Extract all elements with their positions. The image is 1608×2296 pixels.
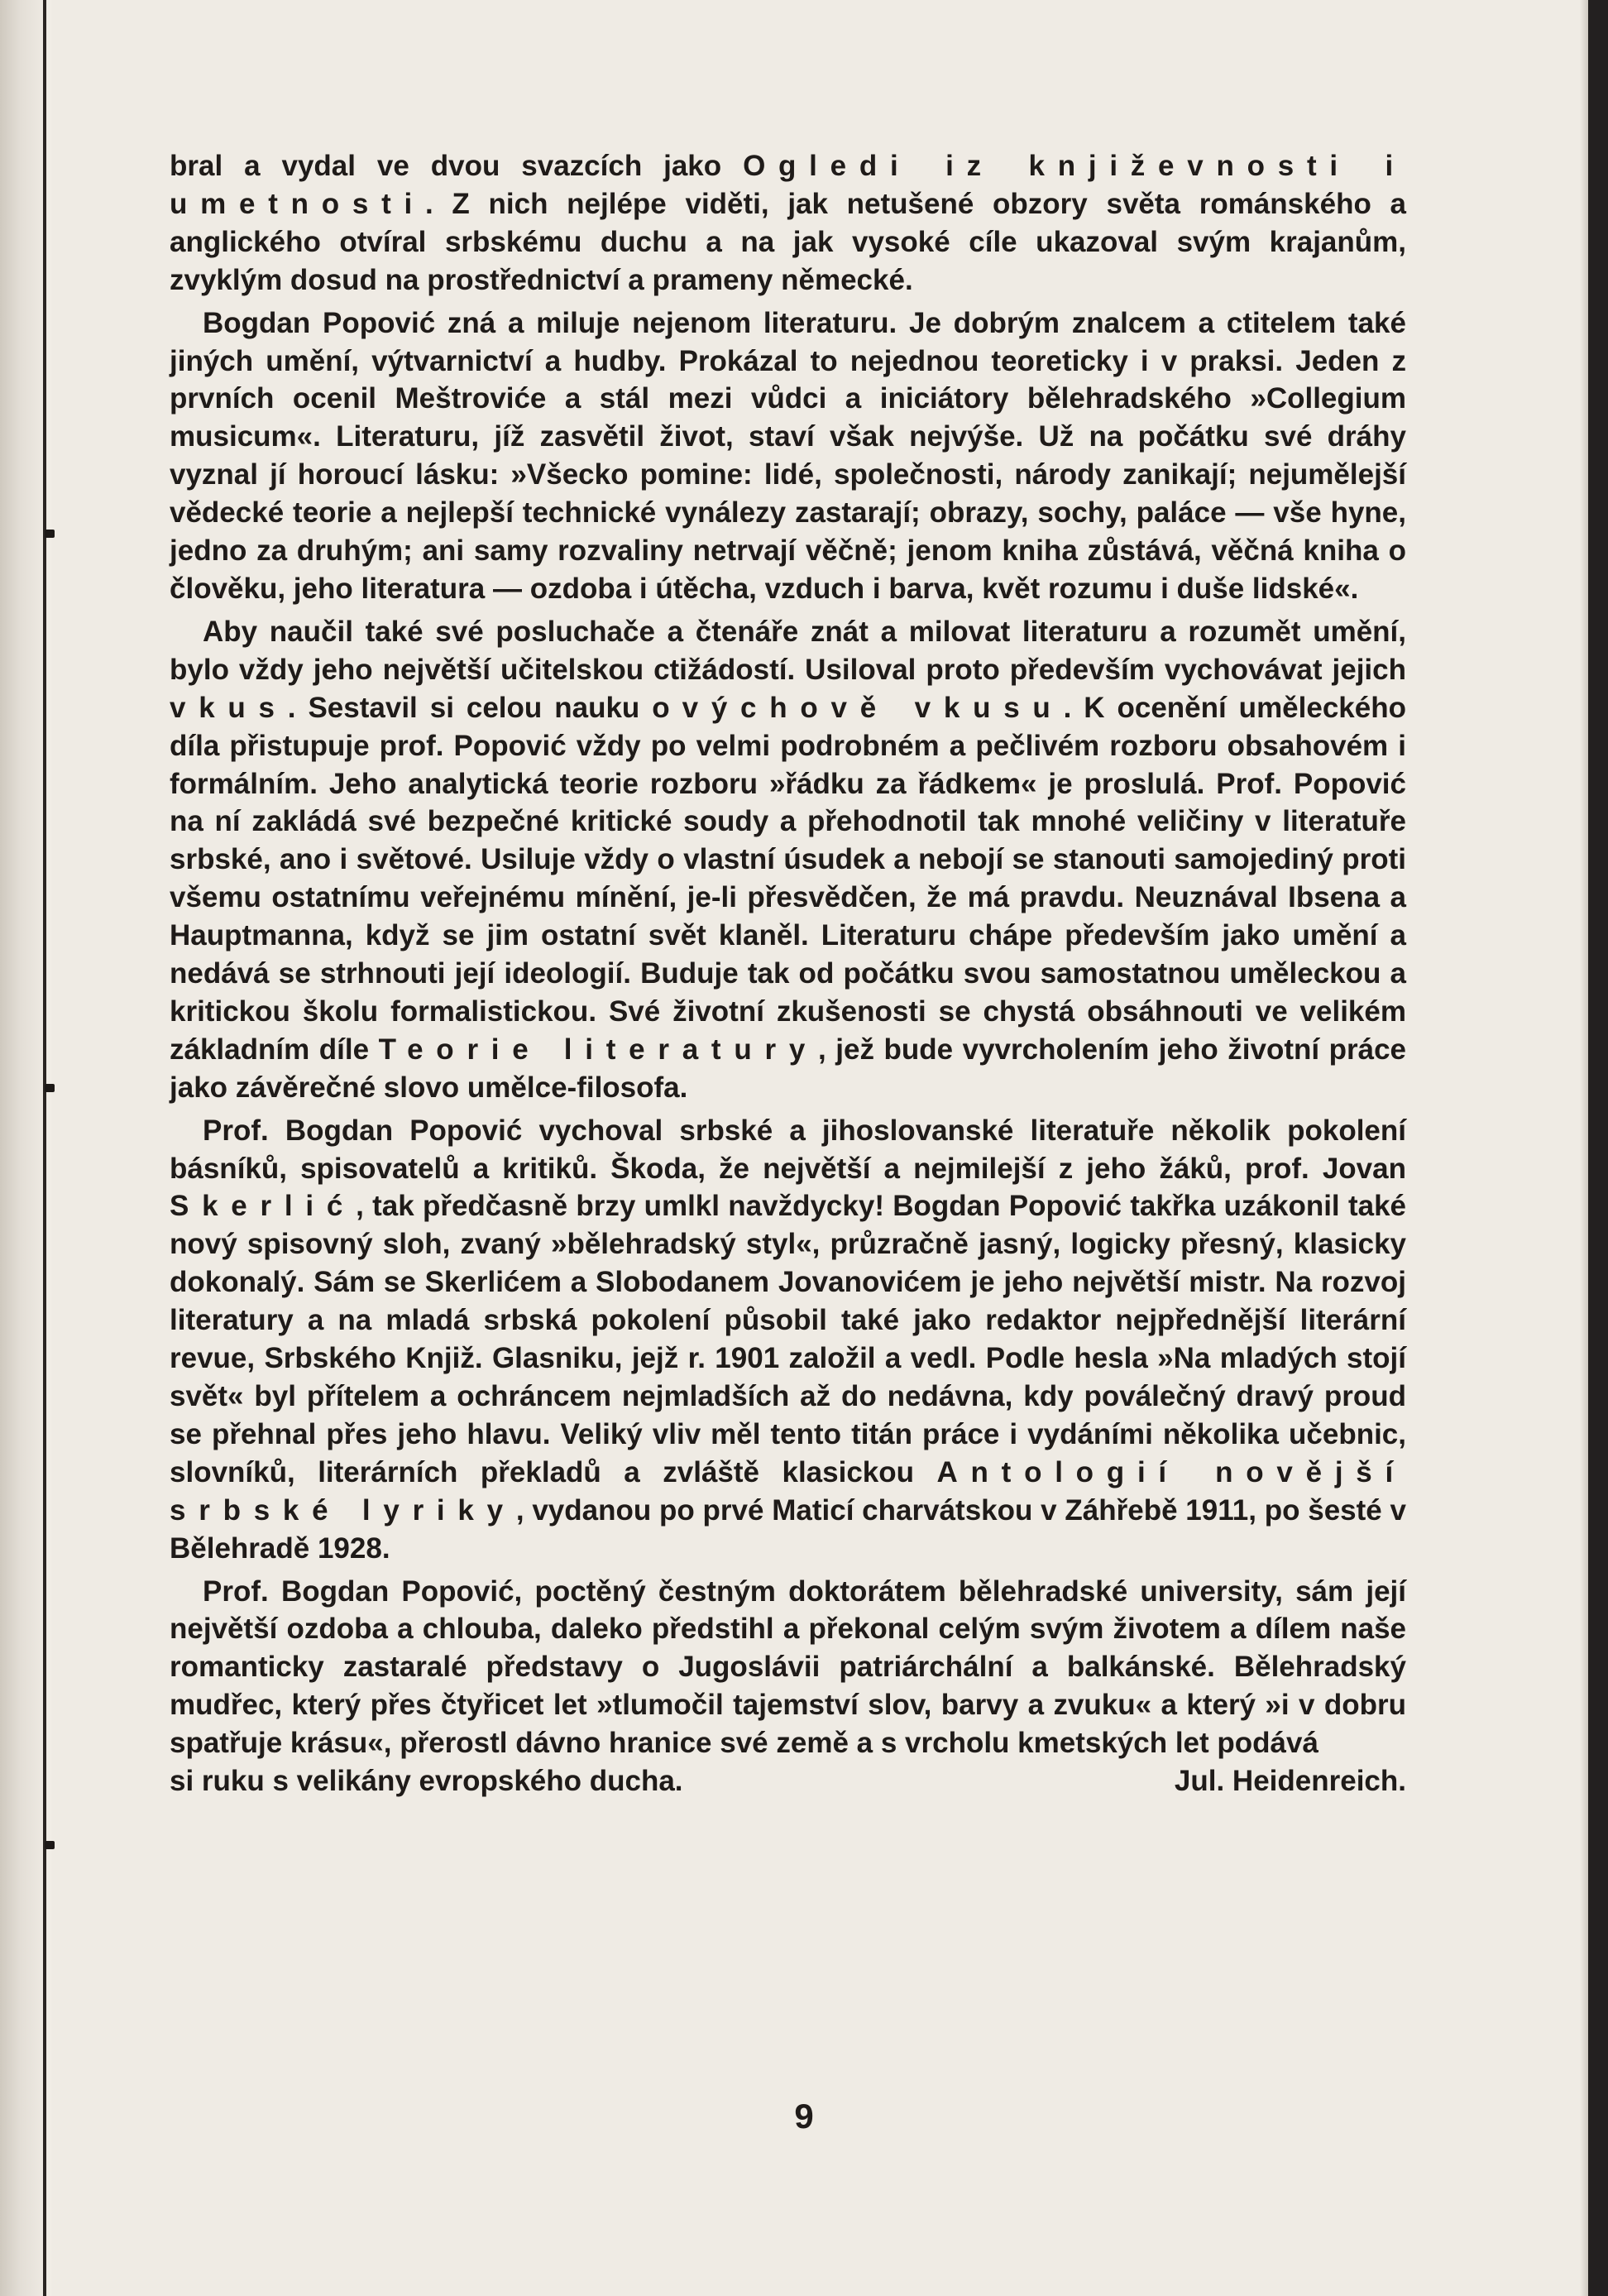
paragraph-1 — [170, 147, 1406, 300]
paragraph-3 — [170, 613, 1406, 1107]
page-edge — [1588, 0, 1608, 2296]
text-run: , tak předčasně brzy umlkl navždycky! Bogdan Popović takřka uzákonil také nový spisovný sloh, zvaný »bělehradský styl«, průzračně jasný, logicky přesný, klasicky dokonalý. Sám se Skerlićem a Slobodanem Jovanovićem je jeho největší mistr. Na rozvoj literatury a na mladá srbská pokolení působil také jako redaktor nejpřednější literární revue, Srbského Knjiž. Glasniku, jejž r. 1901 založil a vedl. Podle hesla »Na mladých stojí svět« byl přítelem a ochráncem nejmladších až do nedávna, kdy poválečný dravý proud se přehnal přes jeho hlavu. Veliký vliv měl tento titán práce i vydáními několika učebnic, slovníků, literárních překladů a zvláště klasickou — [170, 1190, 1406, 1488]
closing-line — [170, 1762, 1406, 1800]
page-edge-shadow — [1580, 0, 1588, 2296]
binding-mark — [45, 1841, 55, 1849]
text-run: . Sestavil si celou nauku o — [287, 691, 682, 724]
text-run: Prof. Bogdan Popović vychoval srbské a jihoslovanské literatuře několik pokolení básníků, spisovatelů a kritiků. Škoda, že největší a nejmilejší z jeho žáků, prof. Jovan — [170, 1114, 1406, 1185]
spaced-name: Skerlić — [170, 1190, 357, 1223]
text-run: . Z nich nejlépe viděti, jak netušené obzory světa románského a anglického otvíral srbskému duchu a na jak vysoké cíle ukazoval svým krajanům, zvyklým dosud na prostřednictví a prameny německé. — [170, 187, 1406, 296]
binding-mark — [45, 530, 55, 538]
text-run: bral a vydal ve dvou svazcích jako — [170, 150, 744, 182]
spaced-title: Antologií novější srbské lyriky — [170, 1455, 1406, 1527]
binding-edge — [43, 0, 46, 2296]
text-run: , jež bude vyvrcholením jeho životní práce jako závěrečné slovo umělce-filosofa. — [170, 1033, 1406, 1104]
spaced-term: výchově vkusu — [682, 691, 1064, 724]
spaced-title: Ogledi iz književnosti i umetnosti — [170, 150, 1406, 220]
paragraph-5: Prof. Bogdan Popović, poctěný čestným doktorátem bělehradské university, sám její největší ozdoba a chlouba, daleko předstihl a překonal celým svým životem a dílem naše romanticky zastaralé představy o Jugoslávii patriárchální a balkánské. Bělehradský mudřec, který přes čtyřicet let »tlumočil tajemství slov, barvy a zvuku« a který »i v dobru spatřuje krásu«, přerostl dávno hranice své země a s vrcholu kmetských let podává — [170, 1575, 1406, 1760]
paragraph-2: Bogdan Popović zná a miluje nejenom literaturu. Je dobrým znalcem a ctitelem také jiných umění, výtvarnictví a hudby. Prokázal to nejednou teoreticky i v praksi. Jeden z prvních ocenil Meštroviće a stál mezi vůdci a iniciátory bělehradského »Collegium musicum«. Literaturu, jíž zasvětil život, staví však nejvýše. Už na počátku své dráhy vyznal jí horoucí lásku: »Všecko pomine: lidé, společnosti, národy zanikají; nejumělejší vědecké teorie a nejlepší technické vynálezy zastarají; obrazy, sochy, paláce — vše hyne, jedno za druhým; ani samy rozvaliny netrvají věčně; jenom kniha zůstává, věčná kniha o člověku, jeho literatura — ozdoba i útěcha, vzduch i barva, květ rozumu i duše lidské«. — [170, 306, 1406, 605]
text-run: , vydanou po prvé Maticí charvátskou v Záhřebě 1911, po šesté v Bělehradě 1928. — [170, 1493, 1406, 1565]
article-text — [170, 147, 1406, 1800]
page-number: 9 — [794, 2097, 814, 2135]
text-run: . K ocenění uměleckého díla přistupuje prof. Popović vždy po velmi podrobném a pečlivém rozboru obsahovém i formálním. Jeho analytická teorie rozboru »řádku za řádkem« je proslulá. Prof. Popović na ní zakládá své bezpečné kritické soudy a přehodnotil tak mnohé veličiny v literatuře srbské, ano i světové. Usiluje vždy o vlastní úsudek a nebojí se stanouti samojediný proti všemu ostatnímu veřejnému mínění, je-li přesvědčen, že má pravdu. Neuznával Ibsena a Hauptmanna, když se jim ostatní svět klaněl. Literaturu chápe především jako umění a nedává se strhnouti její ideologií. Buduje tak od počátku svou samostatnou uměleckou a kritickou školu formalistickou. Své životní zkušenosti se chystá obsáhnouti ve velikém základním díle — [170, 691, 1406, 1066]
text-run: Aby naučil také své posluchače a čtenáře znát a milovat literaturu a rozumět umění, bylo vždy jeho největší učitelskou ctižádostí. Usiloval proto především vychovávat jejich — [170, 615, 1406, 686]
spaced-term: vkus — [170, 691, 288, 724]
binding-mark — [45, 1084, 55, 1092]
spaced-title: Teorie literatury — [378, 1033, 819, 1066]
text-run: si ruku s velikány evropského ducha. — [170, 1765, 683, 1798]
author-signature: Jul. Heidenreich. — [1174, 1765, 1406, 1798]
paragraph-4 — [170, 1112, 1406, 1568]
